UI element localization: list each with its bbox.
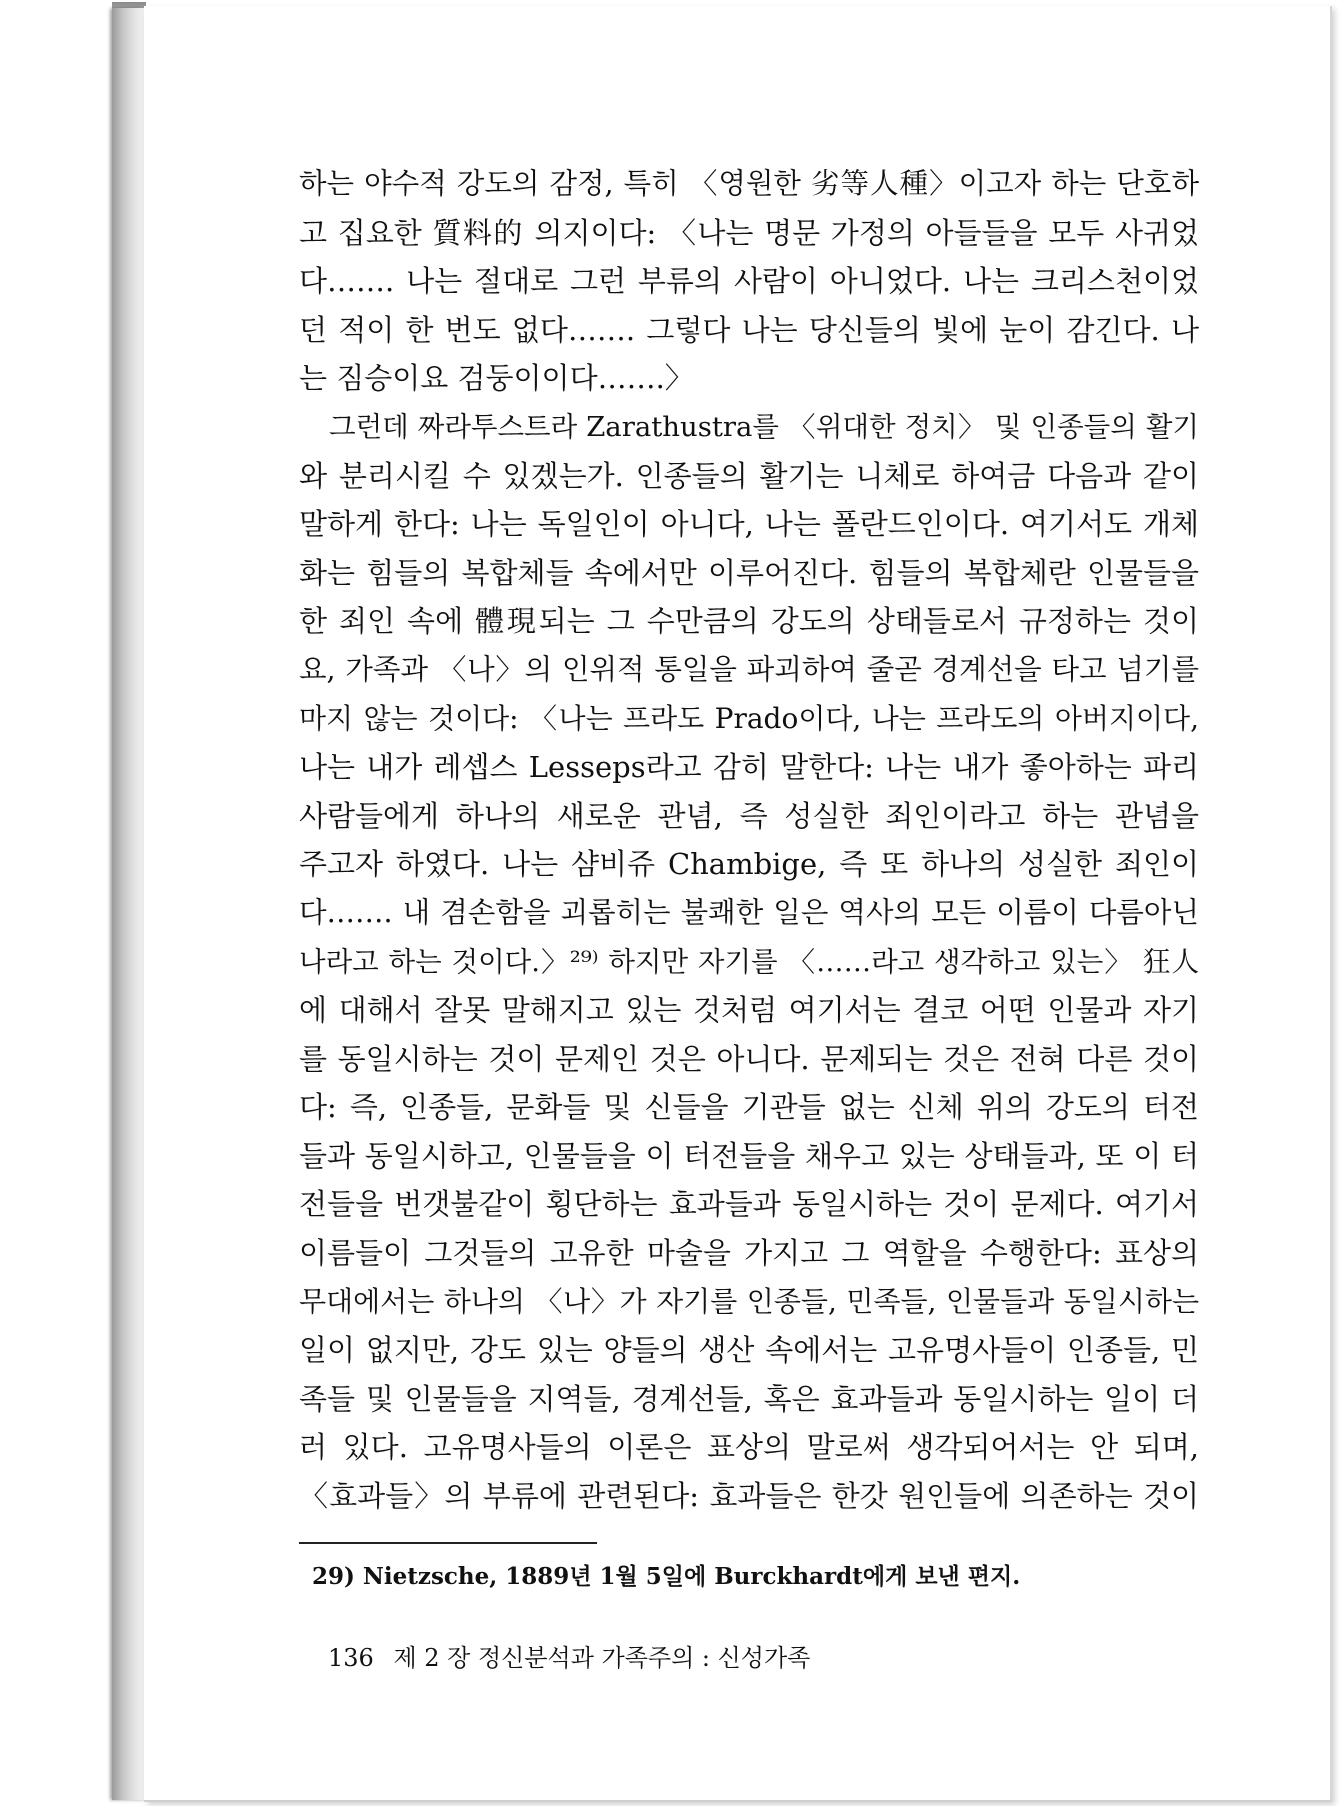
body-line: 나는 내가 레셉스 Lesseps라고 감히 말한다: 나는 내가 좋아하는 파리: [299, 750, 1199, 785]
body-line: 〈효과들〉의 부류에 관련된다: 효과들은 한갓 원인들에 의존하는 것이: [299, 1479, 1199, 1514]
footnote-divider: [299, 1542, 597, 1544]
body-line: 그런데 짜라투스트라 Zarathustra를 〈위대한 정치〉 및 인종들의 활기: [329, 410, 1199, 443]
chapter-title: 제 2 장 정신분석과 가족주의 : 신성가족: [393, 1644, 811, 1672]
body-line: 와 분리시킬 수 있겠는가. 인종들의 활기는 니체로 하여금 다음과 같이: [299, 458, 1199, 493]
body-line: 족들 및 인물들을 지역들, 경계선들, 혹은 효과들과 동일시하는 일이 더: [299, 1381, 1199, 1416]
body-line: 에 대해서 잘못 말해지고 있는 것처럼 여기서는 결코 어떤 인물과 자기: [299, 993, 1199, 1028]
body-line: 다……. 내 겸손함을 괴롭히는 불쾌한 일은 역사의 모든 이름이 다름아닌: [299, 895, 1199, 929]
body-line: 들과 동일시하고, 인물들을 이 터전들을 채우고 있는 상태들과, 또 이 터: [299, 1138, 1199, 1173]
page-number: 136: [328, 1644, 374, 1672]
body-line: 사람들에게 하나의 새로운 관념, 즉 성실한 죄인이라고 하는 관념을: [299, 798, 1199, 833]
book-spine-edge: [112, 8, 146, 1800]
body-line: 주고자 하였다. 나는 샴비쥬 Chambige, 즉 또 하나의 성실한 죄인이: [299, 847, 1199, 882]
body-line: 일이 없지만, 강도 있는 양들의 생산 속에서는 고유명사들이 인종들, 민: [299, 1333, 1199, 1368]
body-line: 한 죄인 속에 體現되는 그 수만큼의 강도의 상태들로서 규정하는 것이: [299, 604, 1199, 639]
body-line: 무대에서는 하나의 〈나〉가 자기를 인종들, 민족들, 인물들과 동일시하는: [299, 1284, 1199, 1318]
body-line: 나라고 하는 것이다.〉²⁹⁾ 하지만 자기를 〈……라고 생각하고 있는〉 狂人: [299, 945, 1199, 978]
body-line: 러 있다. 고유명사들의 이론은 표상의 말로써 생각되어서는 안 되며,: [299, 1430, 1199, 1465]
body-line: 던 적이 한 번도 없다……. 그렇다 나는 당신들의 빛에 눈이 감긴다. 나: [299, 312, 1199, 347]
body-line: 다: 즉, 인종들, 문화들 및 신들을 기관들 없는 신체 위의 강도의 터전: [299, 1090, 1199, 1125]
body-line: 다……. 나는 절대로 그런 부류의 사람이 아니었다. 나는 크리스천이었: [299, 264, 1199, 299]
body-line: 요, 가족과 〈나〉의 인위적 통일을 파괴하여 줄곧 경계선을 타고 넘기를: [299, 652, 1199, 686]
body-line: 를 동일시하는 것이 문제인 것은 아니다. 문제되는 것은 전혀 다른 것이: [299, 1041, 1199, 1076]
body-line: 는 짐승이요 검둥이이다…….〉: [299, 361, 694, 396]
body-text: [299, 160, 1199, 1521]
body-line: 하는 야수적 강도의 감정, 특히 〈영원한 劣等人種〉이고자 하는 단호하: [299, 167, 1199, 200]
footnote: 29) Nietzsche, 1889년 1월 5일에 Burckhardt에게 보낸 편지.: [312, 1563, 1021, 1590]
body-line: 전들을 번갯불같이 횡단하는 효과들과 동일시하는 것이 문제다. 여기서: [299, 1187, 1199, 1222]
body-line: 말하게 한다: 나는 독일인이 아니다, 나는 폴란드인이다. 여기서도 개체: [299, 507, 1199, 542]
running-footer: [328, 1638, 822, 1673]
body-line: 화는 힘들의 복합체들 속에서만 이루어진다. 힘들의 복합체란 인물들을: [299, 555, 1199, 590]
body-line: 이름들이 그것들의 고유한 마술을 가지고 그 역할을 수행한다: 표상의: [299, 1236, 1199, 1271]
body-line: 고 집요한 質料的 의지이다: 〈나는 명문 가정의 아들들을 모두 사귀었: [299, 215, 1199, 250]
body-line: 마지 않는 것이다: 〈나는 프라도 Prado이다, 나는 프라도의 아버지이다,: [299, 701, 1199, 735]
